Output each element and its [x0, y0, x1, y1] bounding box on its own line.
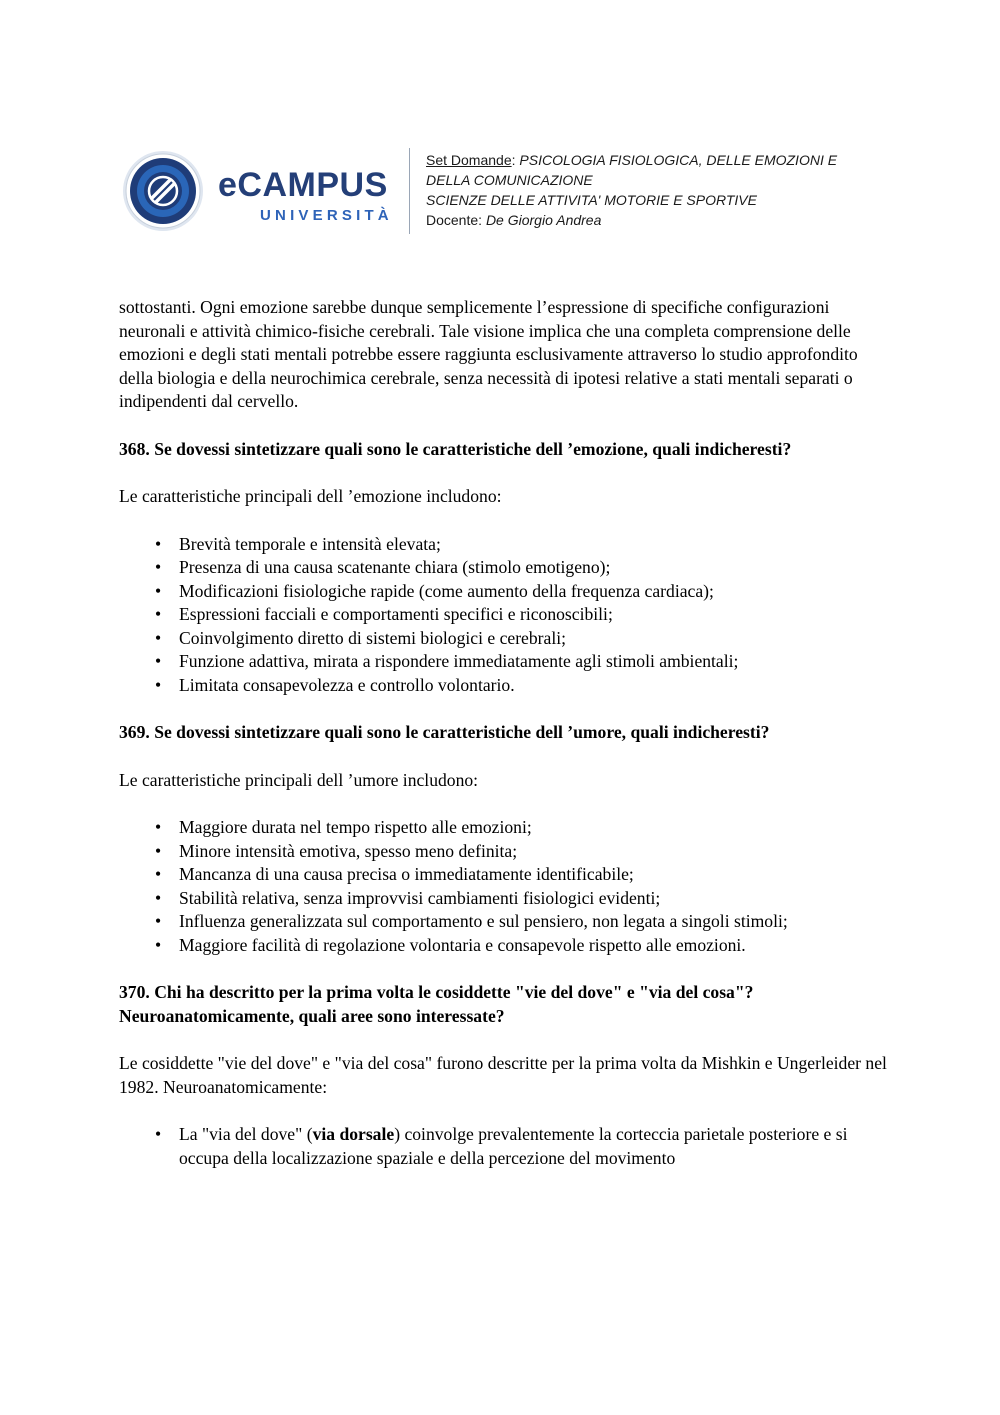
- list-368: [119, 533, 889, 698]
- answer-370: Le cosiddette "vie del dove" e "via del cosa" furono descritte per la prima volta da Mishkin e Ungerleider nel 1982. Neuroanatomicamente:: [119, 1053, 887, 1097]
- list-item: • Funzione adattiva, mirata a rispondere immediatamente agli stimoli ambientali;: [119, 650, 889, 674]
- list-369: [119, 816, 889, 957]
- course-line: [426, 190, 886, 210]
- brand-name: eCAMPUS: [218, 166, 388, 204]
- bullet-icon: •: [155, 817, 162, 837]
- header-divider: [409, 148, 410, 234]
- bullet-icon: •: [155, 533, 162, 554]
- course-name: SCIENZE DELLE ATTIVITA' MOTORIE E SPORTIVE: [426, 192, 757, 208]
- set-label: Set Domande: [426, 152, 512, 168]
- answer-369: Le caratteristiche principali dell ’umore includono:: [119, 769, 479, 790]
- list-item: • Brevità temporale e intensità elevata;: [119, 533, 889, 557]
- answer-368: Le caratteristiche principali dell ’emozione includono:: [119, 486, 502, 506]
- bullet-icon: •: [155, 1124, 162, 1144]
- question-369: 369. Se dovessi sintetizzare quali sono le caratteristiche dell ’umore, quali indicheresti?: [119, 722, 770, 742]
- list-370: [119, 1123, 889, 1170]
- document-header: [122, 148, 882, 238]
- bullet-icon: •: [155, 651, 162, 671]
- set-value-cont: DELLA COMUNICAZIONE: [426, 172, 593, 188]
- list-item: • Stabilità relativa, senza improvvisi cambiamenti fisiologici evidenti;: [119, 887, 889, 911]
- bullet-icon: •: [155, 911, 162, 931]
- document-body: [119, 296, 889, 1170]
- list-item: • Mancanza di una causa precisa o immediatamente identificabile;: [119, 863, 889, 887]
- question-370: 370. Chi ha descritto per la prima volta le cosiddette "vie del dove" e "via del cosa"? Neuroanatomicamente, quali aree sono interessate?: [119, 982, 754, 1026]
- list-item: • Influenza generalizzata sul comportamento e sul pensiero, non legata a singoli stimoli;: [119, 910, 889, 934]
- set-line-1: [426, 150, 886, 170]
- bullet-icon: •: [155, 604, 162, 624]
- question-368: 368. Se dovessi sintetizzare quali sono le caratteristiche dell ’emozione, quali indicheresti?: [119, 438, 792, 459]
- list-item: • La "via del dove" (via dorsale) coinvolge prevalentemente la corteccia parietale posteriore e si occupa della localizzazione spaziale e della percezione del movimento: [155, 1124, 848, 1168]
- bullet-icon: •: [155, 674, 162, 695]
- docente-label: Docente:: [426, 212, 486, 228]
- list-item: • Limitata consapevolezza e controllo volontario.: [119, 674, 889, 698]
- list-item: • Minore intensità emotiva, spesso meno definita;: [119, 840, 889, 864]
- docente-name: De Giorgio Andrea: [485, 212, 602, 228]
- bullet-icon: •: [155, 627, 162, 648]
- list-item: • Modificazioni fisiologiche rapide (come aumento della frequenza cardiaca);: [119, 580, 889, 604]
- via-dorsale-term: via dorsale: [312, 1124, 395, 1144]
- bullet-icon: •: [155, 840, 162, 861]
- bullet-icon: •: [155, 864, 162, 884]
- list-item: • Espressioni facciali e comportamenti specifici e riconoscibili;: [119, 603, 889, 627]
- bullet-icon: •: [155, 557, 162, 577]
- set-value: PSICOLOGIA FISIOLOGICA, DELLE EMOZIONI E: [519, 152, 838, 168]
- ecampus-seal-icon: [122, 150, 204, 232]
- brand-subtitle: UNIVERSITÀ: [260, 207, 393, 224]
- bullet-icon: •: [155, 887, 162, 908]
- list-item: • Presenza di una causa scatenante chiara (stimolo emotigeno);: [119, 556, 889, 580]
- bullet-icon: •: [155, 934, 162, 955]
- header-meta: [426, 150, 886, 230]
- bullet-icon: •: [155, 580, 162, 601]
- docente-line: [426, 210, 886, 230]
- list-item: • Maggiore facilità di regolazione volontaria e consapevole rispetto alle emozioni.: [119, 934, 889, 958]
- list-item: • Maggiore durata nel tempo rispetto alle emozioni;: [119, 816, 889, 840]
- list-item: • Coinvolgimento diretto di sistemi biologici e cerebrali;: [119, 627, 889, 651]
- intro-paragraph: sottostanti. Ogni emozione sarebbe dunque semplicemente l’espressione di specifiche configurazioni neuronali e attività chimico-fisiche cerebrali. Tale visione implica che una completa comprensione delle emozioni e degli stati mentali potrebbe essere raggiunta esclusivamente attraverso lo studio approfondito della biologia e della neurochimica cerebrale, senza necessità di ipotesi relative a stati mentali separati o indipendenti dal cervello.: [119, 297, 858, 411]
- set-line-2: [426, 170, 886, 190]
- set-separator: :: [511, 152, 520, 168]
